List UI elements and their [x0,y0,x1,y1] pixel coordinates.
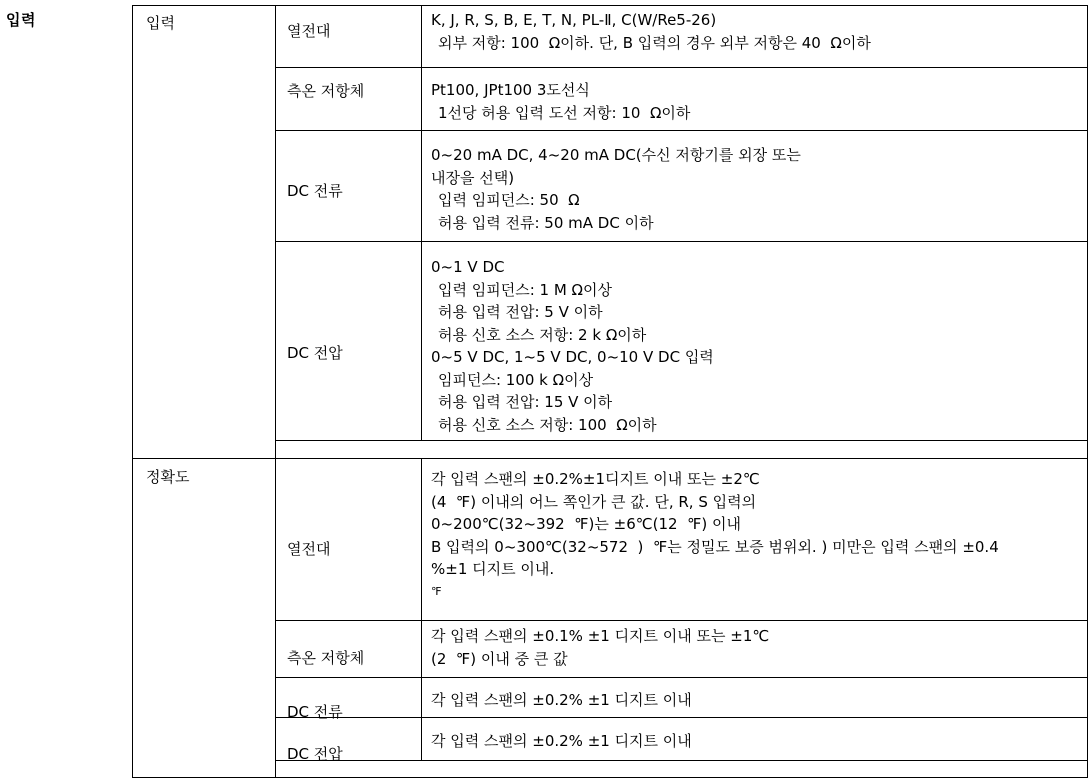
table-right-border [1087,5,1088,778]
row-label-측온-저항체: 측온 저항체 [287,82,365,100]
value-line: B 입력의 0~300℃(32~572 ) ℉는 정밀도 보증 범위외. ) 미만은 입력 스팬의 ±0.4 [431,537,999,556]
value-line: 1선당 허용 입력 도선 저항: 10 Ω이하 [438,103,691,122]
table-left-border [132,5,133,778]
value-line: 0~1 V DC [431,258,505,276]
row-divider [276,760,1088,761]
value-line: 외부 저항: 100 Ω이하. 단, B 입력의 경우 외부 저항은 40 Ω이하 [438,33,871,52]
label-value-divider [421,67,422,130]
group-label-input: 입력 [146,14,175,32]
row-value [431,468,1081,603]
value-line: 내장을 선택) [431,168,515,187]
value-line: 각 입력 스팬의 ±0.1% ±1 디지트 이내 또는 ±1℃ [431,627,770,645]
row-divider [132,458,1088,459]
label-value-divider [421,130,422,241]
value-line: 임피던스: 100 k Ω이상 [438,370,594,389]
label-value-divider [421,458,422,620]
row-divider [132,5,1088,6]
row-divider [276,620,1088,621]
row-value [431,9,1081,54]
value-line: 0~5 V DC, 1~5 V DC, 0~10 V DC 입력 [431,348,714,366]
label-value-divider [421,717,422,760]
table-column-divider [275,5,276,778]
row-divider [276,130,1088,131]
label-value-divider [421,677,422,717]
value-line: ℉ [431,584,442,598]
value-line: 허용 입력 전류: 50 mA DC 이하 [438,213,654,232]
value-line: 0~20 mA DC, 4~20 mA DC(수신 저항기를 외장 또는 [431,146,801,164]
row-divider [276,67,1088,68]
row-divider [276,677,1088,678]
row-value [431,256,1081,436]
row-divider [276,440,1088,441]
value-line: %±1 디지트 이내. [431,560,555,578]
label-value-divider [421,5,422,67]
row-label-dc-전압: DC 전압 [287,344,343,362]
value-line: 허용 입력 전압: 5 V 이하 [438,303,603,321]
value-line: 허용 신호 소스 저항: 2 k Ω이하 [438,325,647,344]
value-line: 0~200℃(32~392 ℉)는 ±6℃(12 ℉) 이내 [431,515,741,533]
row-label-dc-전압: DC 전압 [287,745,343,763]
value-line: 허용 신호 소스 저항: 100 Ω이하 [438,415,657,434]
row-label-dc-전류: DC 전류 [287,182,343,200]
label-value-divider [421,620,422,677]
value-line: 각 입력 스팬의 ±0.2% ±1 디지트 이내 [431,732,692,750]
row-label-측온-저항체: 측온 저항체 [287,649,365,667]
row-value [431,689,1081,712]
row-value [431,625,1081,670]
value-line: 입력 임피던스: 1 M Ω이상 [438,280,612,299]
value-line: K, J, R, S, B, E, T, N, PL-Ⅱ, C(W/Re5-26) [431,11,717,29]
value-line: Pt100, JPt100 3도선식 [431,81,590,99]
row-label-열전대: 열전대 [287,540,331,558]
value-line: 각 입력 스팬의 ±0.2%±1디지트 이내 또는 ±2℃ [431,470,760,488]
row-divider [276,717,1088,718]
row-label-열전대: 열전대 [287,22,331,40]
row-value [431,144,1081,234]
value-line: 입력 임피던스: 50 Ω [438,191,580,209]
label-value-divider [421,241,422,440]
row-value [431,79,1081,124]
section-heading: 입력 [6,11,36,29]
value-line: 각 입력 스팬의 ±0.2% ±1 디지트 이내 [431,691,692,709]
value-line: (2 ℉) 이내 중 큰 값 [431,649,568,668]
value-line: 허용 입력 전압: 15 V 이하 [438,393,613,411]
table-bottom-border [132,777,1088,778]
row-value [431,730,1081,753]
row-label-dc-전류: DC 전류 [287,703,343,721]
value-line: (4 ℉) 이내의 어느 쪽인가 큰 값. 단, R, S 입력의 [431,492,757,511]
group-label-accuracy: 정확도 [146,468,190,486]
row-divider [276,241,1088,242]
